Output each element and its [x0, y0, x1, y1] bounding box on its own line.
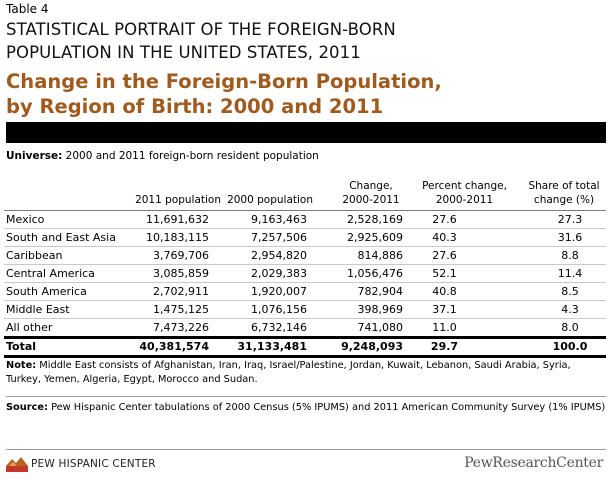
percent-change: 27.6	[407, 247, 514, 265]
pop-2011: 3,085,859	[126, 265, 223, 283]
percent-change: 27.6	[407, 211, 514, 229]
pop-2011: 3,769,706	[126, 247, 223, 265]
pop-2011: 7,473,226	[126, 319, 223, 338]
pop-2011: 10,183,115	[126, 229, 223, 247]
pop-2000: 7,257,506	[223, 229, 315, 247]
column-header: 2011 population	[135, 194, 221, 206]
pew-hispanic-center-label: PEW HISPANIC CENTER	[31, 458, 156, 470]
column-header: Percent change, 2000-2011	[422, 180, 507, 206]
universe-label: Universe:	[6, 150, 63, 162]
column-header: 2000 population	[227, 194, 313, 206]
change-value: 741,080	[315, 319, 407, 338]
share-of-change: 8.8	[514, 247, 606, 265]
share-of-change: 4.3	[514, 301, 606, 319]
table-row	[4, 319, 606, 338]
share-of-change: 100.0	[514, 338, 606, 357]
divider	[6, 396, 606, 397]
pew-hispanic-logo-icon	[6, 456, 28, 472]
percent-change: 29.7	[407, 338, 514, 357]
total-row	[4, 338, 606, 357]
pew-hispanic-brand	[6, 456, 156, 472]
header-divider-bar	[6, 122, 606, 143]
change-value: 1,056,476	[315, 265, 407, 283]
percent-change: 11.0	[407, 319, 514, 338]
table-row	[4, 229, 606, 247]
table-title-line: Change in the Foreign-Born Population,	[6, 70, 442, 93]
change-value: 2,925,609	[315, 229, 407, 247]
share-of-change: 8.5	[514, 283, 606, 301]
pop-2011: 40,381,574	[126, 338, 223, 357]
share-of-change: 8.0	[514, 319, 606, 338]
table-title	[6, 69, 566, 119]
report-title	[6, 18, 526, 64]
region-name: Mexico	[4, 211, 126, 229]
share-of-change: 27.3	[514, 211, 606, 229]
note-label: Note:	[6, 360, 37, 371]
pop-2011: 11,691,632	[126, 211, 223, 229]
universe-line	[6, 150, 319, 162]
pop-2000: 2,954,820	[223, 247, 315, 265]
share-of-change: 31.6	[514, 229, 606, 247]
note-text	[6, 359, 606, 387]
column-header	[4, 179, 126, 211]
table-row	[4, 301, 606, 319]
pew-research-center-logo: PewResearchCenter	[464, 455, 603, 471]
table-row	[4, 265, 606, 283]
pop-2011: 1,475,125	[126, 301, 223, 319]
column-header: Share of total change (%)	[528, 180, 600, 206]
share-of-change: 11.4	[514, 265, 606, 283]
note-body: Middle East consists of Afghanistan, Iran, Iraq, Israel/Palestine, Jordan, Kuwait, Lebanon, Saudi Arabia, Syria, Turkey, Yemen, Algeria, Egypt, Morocco and Sudan.	[6, 360, 571, 385]
pop-2000: 2,029,383	[223, 265, 315, 283]
report-title-line: POPULATION IN THE UNITED STATES, 2011	[6, 43, 361, 62]
data-table	[4, 179, 606, 358]
source-label: Source:	[6, 402, 48, 413]
table-row	[4, 211, 606, 229]
percent-change: 52.1	[407, 265, 514, 283]
pop-2000: 1,076,156	[223, 301, 315, 319]
percent-change: 40.8	[407, 283, 514, 301]
table-number: Table 4	[6, 2, 49, 16]
divider	[6, 449, 606, 450]
table-title-line: by Region of Birth: 2000 and 2011	[6, 95, 384, 118]
percent-change: 40.3	[407, 229, 514, 247]
pop-2000: 31,133,481	[223, 338, 315, 357]
change-value: 2,528,169	[315, 211, 407, 229]
table-header-row	[4, 179, 606, 211]
pop-2000: 1,920,007	[223, 283, 315, 301]
region-name: Middle East	[4, 301, 126, 319]
column-header: Change, 2000-2011	[342, 180, 400, 206]
region-name: South America	[4, 283, 126, 301]
percent-change: 37.1	[407, 301, 514, 319]
change-value: 782,904	[315, 283, 407, 301]
region-name: All other	[4, 319, 126, 338]
change-value: 9,248,093	[315, 338, 407, 357]
source-text	[6, 401, 606, 415]
region-name: South and East Asia	[4, 229, 126, 247]
pop-2000: 9,163,463	[223, 211, 315, 229]
pop-2000: 6,732,146	[223, 319, 315, 338]
region-name: Central America	[4, 265, 126, 283]
report-title-line: STATISTICAL PORTRAIT OF THE FOREIGN-BORN	[6, 20, 396, 39]
table-row	[4, 247, 606, 265]
change-value: 398,969	[315, 301, 407, 319]
table-row	[4, 283, 606, 301]
universe-text: 2000 and 2011 foreign-born resident population	[62, 150, 319, 162]
total-label: Total	[4, 338, 126, 357]
pop-2011: 2,702,911	[126, 283, 223, 301]
source-body: Pew Hispanic Center tabulations of 2000 Census (5% IPUMS) and 2011 American Community Survey (1% IPUMS)	[47, 402, 606, 413]
change-value: 814,886	[315, 247, 407, 265]
region-name: Caribbean	[4, 247, 126, 265]
